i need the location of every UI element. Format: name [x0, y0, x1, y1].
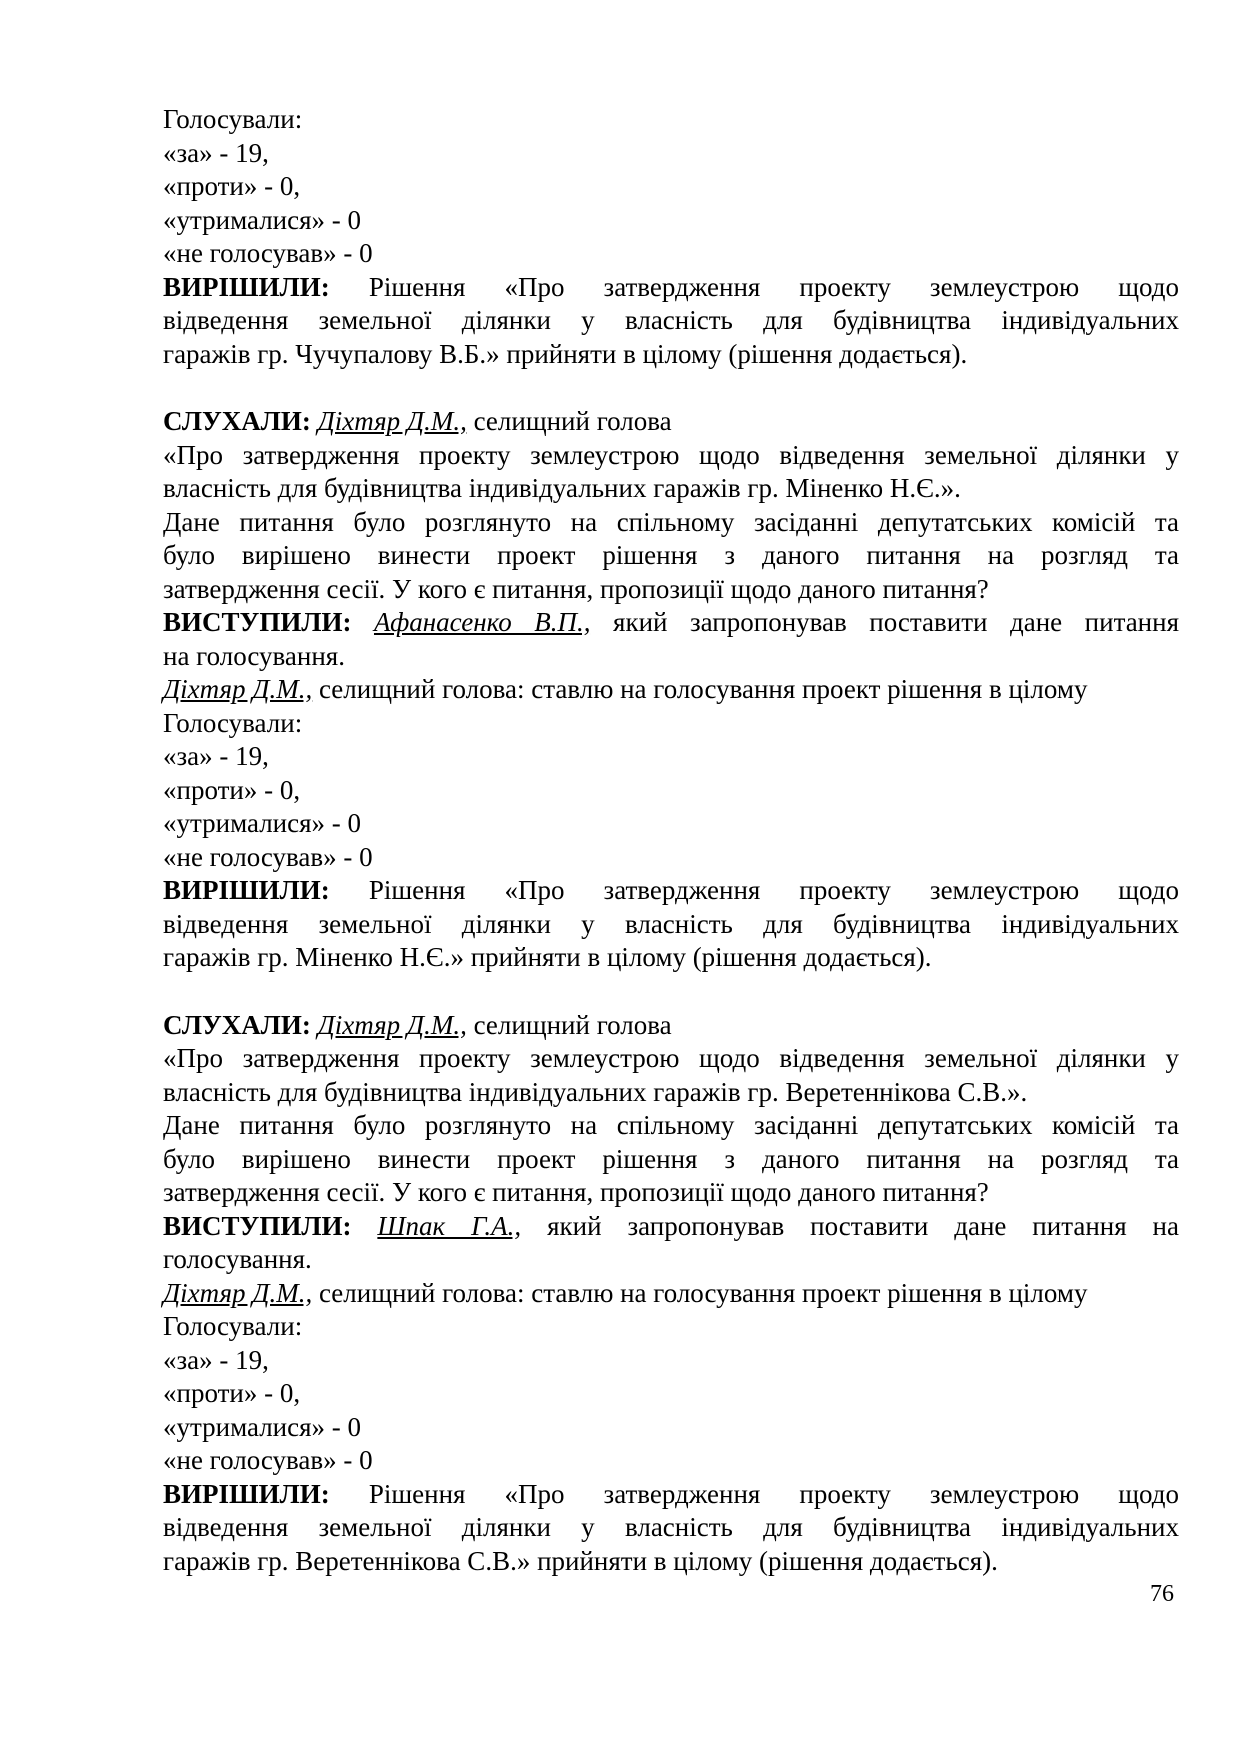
agenda-item-veretennikova [163, 1009, 1179, 1579]
speaker-text: який запропонував поставити дане питання [613, 607, 1180, 637]
info-line-3: затвердження сесії. У кого є питання, пропозиції щодо даного питання? [163, 1177, 989, 1207]
heard-label: СЛУХАЛИ: [163, 1009, 311, 1040]
speakers-line-2: голосування. [163, 1244, 312, 1274]
agenda-item-minenko [163, 405, 1179, 975]
votes-not-voted: «не голосував» - 0 [163, 841, 373, 872]
chair-name: Діхтяр Д.М., [163, 1277, 313, 1308]
votes-abstained: «утрималися» - 0 [163, 1411, 362, 1442]
chair-name: Діхтяр Д.М., [163, 674, 313, 704]
votes-abstained: «утрималися» - 0 [163, 808, 362, 838]
votes-abstained: «утрималися» - 0 [163, 204, 362, 235]
speakers-label: ВИСТУПИЛИ: [163, 607, 352, 637]
speakers-label: ВИСТУПИЛИ: [163, 1210, 352, 1241]
info-line-1: Дане питання було розглянуто на спільному засіданні депутатських комісій та [163, 1110, 1179, 1140]
votes-for: «за» - 19, [163, 1344, 269, 1375]
votes-against: «проти» - 0, [163, 171, 301, 201]
decision-line-3: гаражів гр. Міненко Н.Є.» прийняти в цілому (рішення додається). [163, 942, 932, 972]
votes-heading: Голосували: [163, 707, 303, 738]
page-number: 76 [1150, 1581, 1174, 1607]
chair-text: селищний голова: ставлю на голосування проект рішення в цілому [312, 674, 1088, 704]
heard-line [163, 405, 1179, 439]
decision-label: ВИРІШИЛИ: [163, 875, 330, 905]
chair-line [163, 673, 1179, 707]
speaker-role: селищний голова [466, 1009, 672, 1040]
topic-line-2: власність для будівництва індивідуальних гаражів гр. Веретеннікова С.В.». [163, 1076, 1028, 1107]
topic-line-1: «Про затвердження проекту землеустрою щодо відведення земельної ділянки у [163, 439, 1179, 470]
speakers-line-1 [163, 606, 1179, 640]
decision-line-2: відведення земельної ділянки у власність для будівництва індивідуальних [163, 305, 1179, 335]
info-line-2: було вирішено винести проект рішення з даного питання на розгляд та [163, 1143, 1179, 1174]
speaker-name: Шпак Г.А., [377, 1210, 522, 1241]
decision-line-1 [163, 271, 1179, 305]
decision-line-1 [163, 1478, 1179, 1512]
speaker-role: селищний голова [466, 406, 672, 436]
paragraph-spacer [163, 975, 1179, 1009]
decision-line-2: відведення земельної ділянки у власність для будівництва індивідуальних [163, 908, 1179, 939]
speakers-line-1 [163, 1210, 1179, 1244]
info-line-1: Дане питання було розглянуто на спільному засіданні депутатських комісій та [163, 506, 1179, 537]
votes-heading: Голосували: [163, 1311, 303, 1341]
decision-label: ВИРІШИЛИ: [163, 1478, 330, 1509]
votes-heading: Голосували: [163, 104, 303, 134]
speaker-name: Діхтяр Д.М., [317, 1009, 467, 1040]
topic-line-2: власність для будівництва індивідуальних гаражів гр. Міненко Н.Є.». [163, 473, 961, 503]
decision-label: ВИРІШИЛИ: [163, 271, 330, 302]
votes-for: «за» - 19, [163, 137, 269, 168]
votes-against: «проти» - 0, [163, 774, 301, 805]
heard-line [163, 1009, 1179, 1043]
info-line-2: було вирішено винести проект рішення з даного питання на розгляд та [163, 540, 1179, 570]
chair-text: селищний голова: ставлю на голосування проект рішення в цілому [312, 1277, 1088, 1308]
chair-line [163, 1277, 1179, 1311]
decision-line-2: відведення земельної ділянки у власність для будівництва індивідуальних [163, 1512, 1179, 1542]
info-line-3: затвердження сесії. У кого є питання, пропозиції щодо даного питання? [163, 573, 989, 604]
agenda-item-chuchupalov [163, 103, 1179, 371]
paragraph-spacer [163, 371, 1179, 405]
decision-text: Рішення «Про затвердження проекту землеустрою щодо [368, 1478, 1179, 1509]
decision-text: Рішення «Про затвердження проекту землеустрою щодо [368, 875, 1179, 905]
speakers-line-2: на голосування. [163, 640, 345, 671]
votes-against: «проти» - 0, [163, 1378, 301, 1408]
minutes-body [163, 103, 1179, 1578]
speaker-name: Діхтяр Д.М., [317, 406, 467, 436]
decision-line-3: гаражів гр. Чучупалову В.Б.» прийняти в цілому (рішення додається). [163, 338, 968, 369]
decision-text: Рішення «Про затвердження проекту землеустрою щодо [368, 271, 1179, 302]
decision-line-3: гаражів гр. Веретеннікова С.В.» прийняти в цілому (рішення додається). [163, 1545, 998, 1576]
speaker-name: Афанасенко В.П., [373, 607, 591, 637]
speaker-text: який запропонував поставити дане питання на [547, 1210, 1179, 1241]
heard-label: СЛУХАЛИ: [163, 406, 311, 436]
decision-line-1 [163, 874, 1179, 908]
topic-line-1: «Про затвердження проекту землеустрою щодо відведення земельної ділянки у [163, 1043, 1179, 1073]
votes-for: «за» - 19, [163, 741, 269, 771]
votes-not-voted: «не голосував» - 0 [163, 1445, 373, 1475]
votes-not-voted: «не голосував» - 0 [163, 238, 373, 268]
